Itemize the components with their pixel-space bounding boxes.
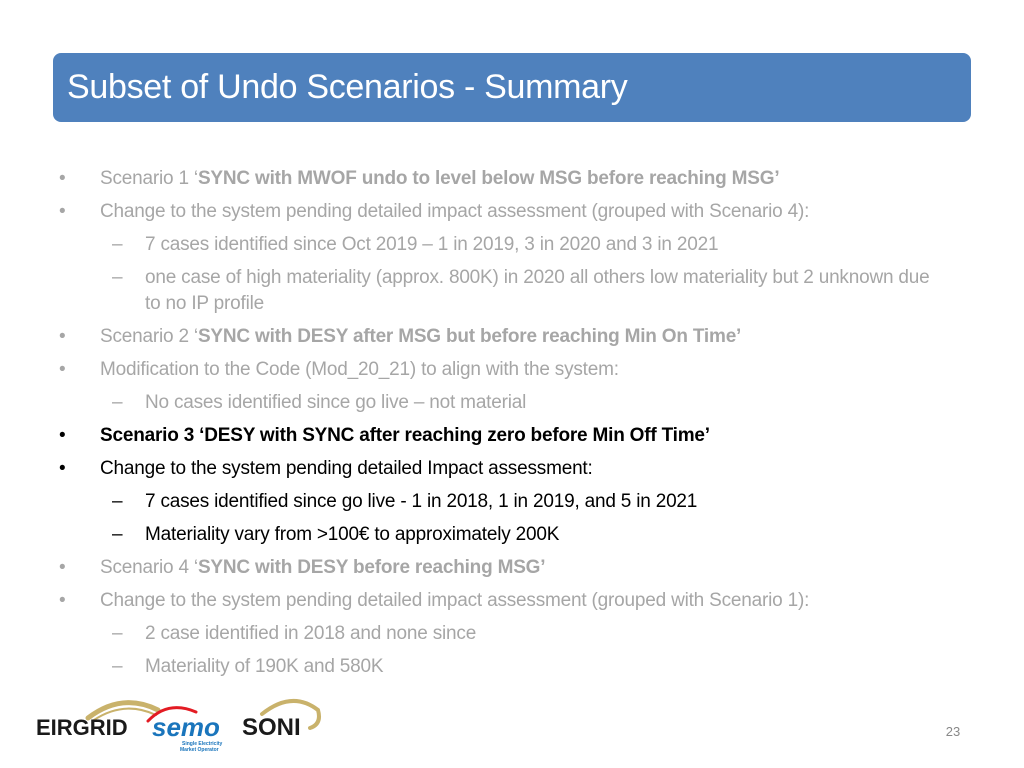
bullet-marker: • [59, 557, 66, 578]
bullet-text: Change to the system pending detailed Impact assessment: [100, 458, 593, 479]
dash-marker: – [112, 267, 123, 288]
bullet-text: Modification to the Code (Mod_20_21) to align with the system: [100, 359, 619, 380]
bullet-text: Scenario 2 ‘ [100, 326, 198, 347]
bullet-text: Scenario 4 ‘ [100, 557, 198, 578]
bullet-item [56, 588, 936, 614]
sub-bullet-item [56, 232, 936, 258]
bullet-text: Change to the system pending detailed impact assessment (grouped with Scenario 4): [100, 201, 810, 222]
dash-marker: – [112, 234, 123, 255]
dash-marker: – [112, 656, 123, 677]
dash-marker: – [112, 491, 123, 512]
semo-tagline-2: Market Operator [180, 747, 219, 753]
bullet-marker: • [59, 425, 66, 446]
bullet-text: 7 cases identified since go live - 1 in 2018, 1 in 2019, and 5 in 2021 [145, 491, 698, 512]
sub-bullet-item-active [56, 522, 936, 548]
bullet-text: Materiality vary from >100€ to approximately 200K [145, 524, 560, 545]
bullet-item [56, 199, 936, 225]
sub-bullet-item [56, 654, 936, 680]
bullet-list [56, 166, 936, 687]
partner-logos [30, 688, 330, 756]
semo-logo [148, 708, 223, 753]
bullet-text: 2 case identified in 2018 and none since [145, 623, 477, 644]
bullet-marker: • [59, 590, 66, 611]
semo-logo-text: semo [152, 712, 220, 742]
sub-bullet-item [56, 390, 936, 416]
bullet-marker: • [59, 458, 66, 479]
bullet-item [56, 357, 936, 383]
eirgrid-logo [36, 703, 158, 740]
page-number: 23 [945, 724, 961, 739]
bullet-bold-text: SYNC with MWOF undo to level below MSG before reaching MSG’ [197, 168, 780, 189]
soni-logo-text: SONI [242, 714, 301, 741]
bullet-text: Scenario 1 ‘ [100, 168, 198, 189]
bullet-marker: • [59, 359, 66, 380]
sub-bullet-item [56, 621, 936, 647]
bullet-text: 7 cases identified since Oct 2019 – 1 in 2019, 3 in 2020 and 3 in 2021 [145, 234, 719, 255]
bullet-item-active [56, 423, 936, 449]
bullet-bold-text: Scenario 3 ‘DESY with SYNC after reaching zero before Min Off Time’ [100, 425, 710, 446]
bullet-text: No cases identified since go live – not material [145, 392, 527, 413]
bullet-text: Change to the system pending detailed impact assessment (grouped with Scenario 1): [100, 590, 810, 611]
bullet-marker: • [59, 201, 66, 222]
dash-marker: – [112, 623, 123, 644]
title-bar [53, 53, 971, 122]
semo-tagline-1: Single Electricity [182, 741, 223, 747]
sub-bullet-item-active [56, 489, 936, 515]
sub-bullet-item [56, 265, 936, 317]
bullet-marker: • [59, 168, 66, 189]
slide-title: Subset of Undo Scenarios - Summary [67, 68, 628, 106]
bullet-item [56, 166, 936, 192]
soni-logo [242, 701, 319, 741]
dash-marker: – [112, 524, 123, 545]
bullet-bold-text: SYNC with DESY before reaching MSG’ [197, 557, 546, 578]
bullet-marker: • [59, 326, 66, 347]
eirgrid-logo-text: EIRGRID [36, 715, 128, 740]
bullet-bold-text: SYNC with DESY after MSG but before reaching Min On Time’ [197, 326, 742, 347]
bullet-item-active [56, 456, 936, 482]
bullet-text: Materiality of 190K and 580K [145, 656, 384, 677]
bullet-text: one case of high materiality (approx. 800K) in 2020 all others low materiality but 2 unknown due to no IP profile [145, 267, 930, 314]
bullet-item [56, 324, 936, 350]
bullet-item [56, 555, 936, 581]
dash-marker: – [112, 392, 123, 413]
